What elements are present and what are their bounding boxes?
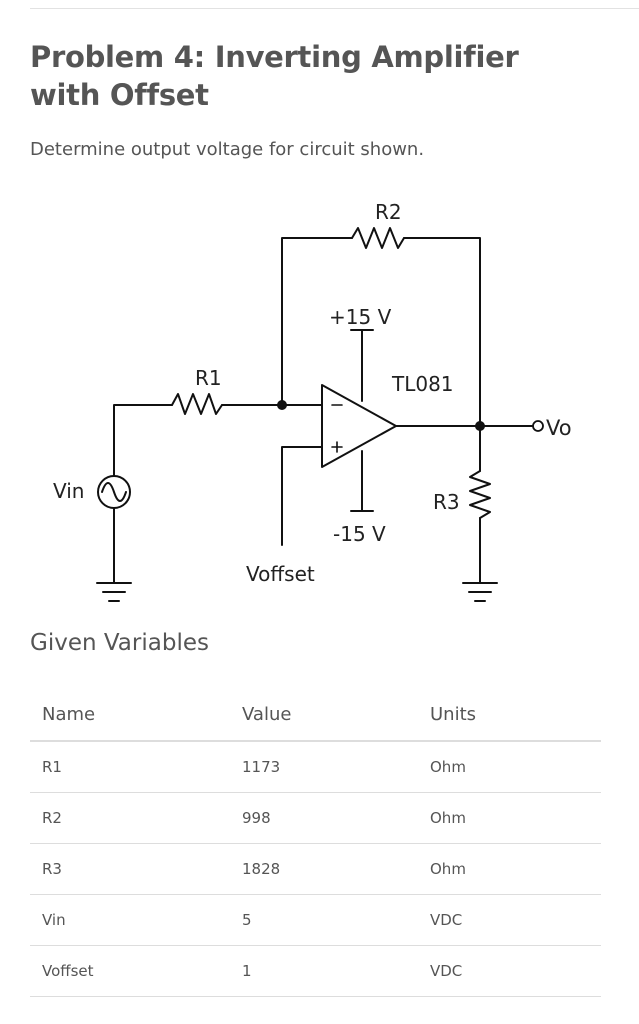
- feedback-wire-right: [404, 238, 480, 426]
- variable-name: R3: [30, 844, 230, 895]
- table-row: [30, 793, 601, 844]
- variable-name: R1: [30, 741, 230, 793]
- column-header-units: Units: [418, 688, 601, 741]
- r2-label: R2: [375, 200, 402, 224]
- vo-label: Vo: [546, 416, 572, 440]
- variable-units: VDC: [418, 946, 601, 997]
- vminus-label: -15 V: [333, 522, 386, 546]
- r3-label: R3: [433, 490, 460, 514]
- variable-name: Vin: [30, 895, 230, 946]
- vplus-label: +15 V: [329, 305, 392, 329]
- r3-resistor: [470, 471, 490, 518]
- variable-units: Ohm: [418, 741, 601, 793]
- variable-name: R2: [30, 793, 230, 844]
- variable-units: VDC: [418, 895, 601, 946]
- r3-ground-symbol: [463, 583, 497, 601]
- output-node-dot: [475, 421, 485, 431]
- variable-units: Ohm: [418, 793, 601, 844]
- table-row: [30, 946, 601, 997]
- vo-terminal: [533, 421, 543, 431]
- circuit-diagram: [0, 190, 639, 620]
- vplus-rail: [351, 330, 373, 401]
- variable-value: 1828: [230, 844, 418, 895]
- voffset-wire: [282, 447, 322, 545]
- variable-value: 1: [230, 946, 418, 997]
- opamp-label: TL081: [392, 372, 454, 396]
- table-header-row: [30, 688, 601, 741]
- top-divider: [30, 8, 639, 9]
- vin-wire-top: [114, 405, 172, 476]
- inverting-node-dot: [277, 400, 287, 410]
- r1-resistor: [172, 394, 222, 414]
- problem-description: Determine output voltage for circuit shown.: [30, 139, 425, 160]
- voffset-label: Voffset: [246, 562, 315, 586]
- given-variables-heading: Given Variables: [30, 630, 209, 656]
- vminus-rail: [351, 451, 373, 511]
- vin-label: Vin: [53, 479, 85, 503]
- noninverting-sign: [332, 442, 342, 452]
- problem-title: Problem 4: Inverting Amplifier with Offset: [30, 40, 519, 112]
- column-header-name: Name: [30, 688, 230, 741]
- r1-label: R1: [195, 366, 222, 390]
- vin-source-wave: [102, 483, 126, 501]
- variable-value: 998: [230, 793, 418, 844]
- table-row: [30, 895, 601, 946]
- table-row: [30, 844, 601, 895]
- table-row: [30, 741, 601, 793]
- variable-units: Ohm: [418, 844, 601, 895]
- r2-resistor: [352, 228, 404, 248]
- vin-ground-symbol: [97, 583, 131, 601]
- variable-value: 1173: [230, 741, 418, 793]
- opamp-triangle: [322, 385, 396, 467]
- variable-value: 5: [230, 895, 418, 946]
- given-variables-table: [30, 688, 601, 997]
- column-header-value: Value: [230, 688, 418, 741]
- variable-name: Voffset: [30, 946, 230, 997]
